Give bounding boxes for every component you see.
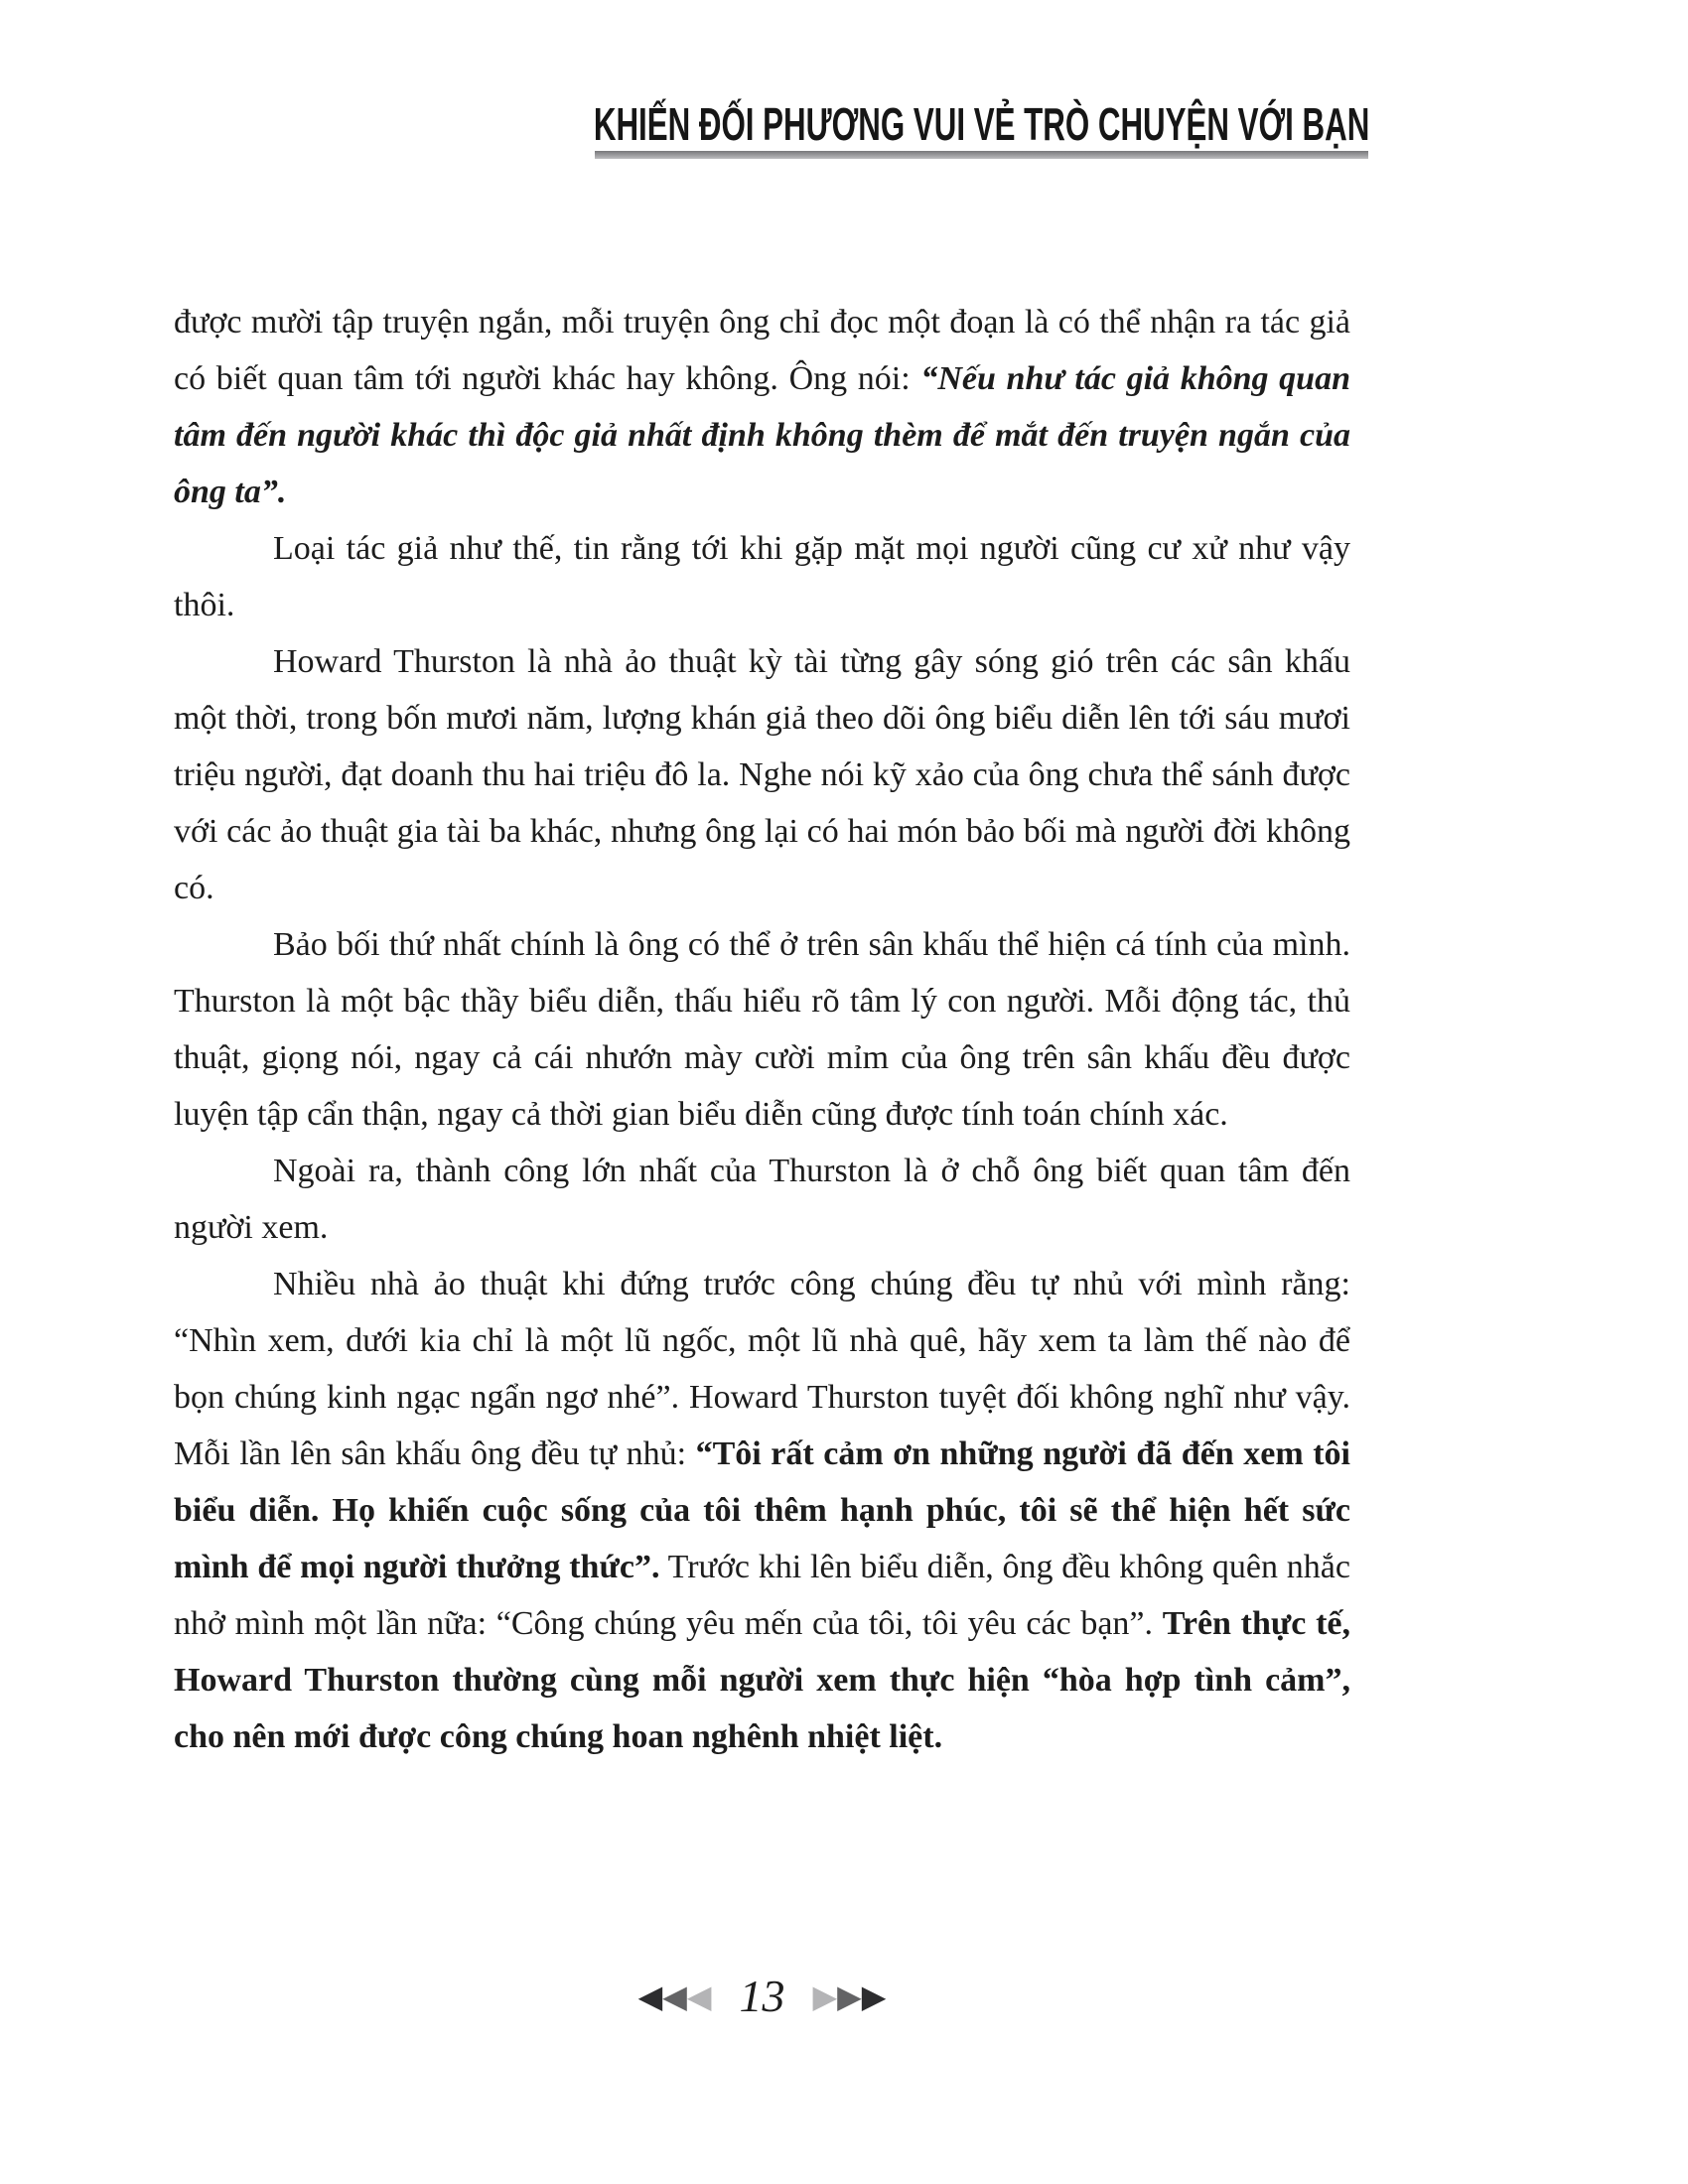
- running-head-rule: [595, 151, 1368, 159]
- paragraph: [174, 294, 1350, 520]
- paragraph: [174, 1256, 1350, 1765]
- text-run: Bảo bối thứ nhất chính là ông có thể ở trên sân khấu thể hiện cá tính của mình. Thurston là một bậc thầy biểu diễn, thấu hiểu rõ tâm lý con người. Mỗi động tác, thủ thuật, giọng nói, ngay cả cái nhướn mày cười mỉm của ông trên sân khấu đều được luyện tập cẩn thận, ngay cả thời gian biểu diễn cũng được tính toán chính xác.: [174, 926, 1350, 1133]
- page-number: 13: [739, 1971, 785, 2021]
- paragraph: [174, 916, 1350, 1143]
- triangle-left-icon: ◀: [662, 1978, 687, 2015]
- text-run: Trên thực tế, Howard Thurston thường cùng mỗi người xem thực hiện “hòa hợp tình cảm”, cho nên mới được công chúng hoan nghênh nhiệt liệt.: [174, 1605, 1350, 1755]
- triangle-right-icon: ▶: [861, 1978, 887, 2015]
- running-head: [596, 99, 1368, 149]
- text-run: Loại tác giả như thế, tin rằng tới khi gặp mặt mọi người cũng cư xử như vậy thôi.: [174, 530, 1350, 623]
- text-run: Trước khi lên biểu diễn, ông đều không quên nhắc nhở mình một lần nữa: “Công chúng yêu mến của tôi, tôi yêu các bạn”.: [174, 1549, 1350, 1642]
- body-text: [174, 294, 1350, 1765]
- triangle-right-icon: ▶: [837, 1978, 862, 2015]
- text-run: Ngoài ra, thành công lớn nhất của Thurston là ở chỗ ông biết quan tâm đến người xem.: [174, 1153, 1350, 1246]
- text-run: Howard Thurston là nhà ảo thuật kỳ tài từng gây sóng gió trên các sân khấu một thời, trong bốn mươi năm, lượng khán giả theo dõi ông biểu diễn lên tới sáu mươi triệu người, đạt doanh thu hai triệu đô la. Nghe nói kỹ xảo của ông chưa thể sánh được với các ảo thuật gia tài ba khác, nhưng ông lại có hai món bảo bối mà người đời không có.: [174, 643, 1350, 906]
- text-run: được mười tập truyện ngắn, mỗi truyện ông chỉ đọc một đoạn là có thể nhận ra tác giả có biết quan tâm tới người khác hay không. Ông nói:: [174, 304, 1350, 397]
- triangle-right-icon: ▶: [812, 1978, 838, 2015]
- running-head-title: KHIẾN ĐỐI PHƯƠNG VUI VẺ TRÒ CHUYỆN VỚI BẠN: [594, 98, 1370, 150]
- text-run: Nhiều nhà ảo thuật khi đứng trước công chúng đều tự nhủ với mình rằng: “Nhìn xem, dưới kia chỉ là một lũ ngốc, một lũ nhà quê, hãy xem ta làm thế nào để bọn chúng kinh ngạc ngẩn ngơ nhé”. Howard Thurston tuyệt đối không nghĩ như vậy. Mỗi lần lên sân khấu ông đều tự nhủ:: [174, 1266, 1350, 1472]
- page-footer: [174, 1971, 1350, 2021]
- footer-right-arrows: [812, 1978, 887, 2015]
- paragraph: [174, 520, 1350, 633]
- footer-left-arrows: [637, 1978, 712, 2015]
- paragraph: [174, 633, 1350, 916]
- paragraph: [174, 1143, 1350, 1256]
- triangle-left-icon: ◀: [686, 1978, 712, 2015]
- triangle-left-icon: ◀: [637, 1978, 663, 2015]
- text-run: “Nếu như tác giả không quan tâm đến người khác thì độc giả nhất định không thèm để mắt đến truyện ngắn của ông ta”.: [174, 360, 1350, 510]
- text-run: “Tôi rất cảm ơn những người đã đến xem tôi biểu diễn. Họ khiến cuộc sống của tôi thêm hạnh phúc, tôi sẽ thể hiện hết sức mình để mọi người thưởng thức”.: [174, 1435, 1351, 1585]
